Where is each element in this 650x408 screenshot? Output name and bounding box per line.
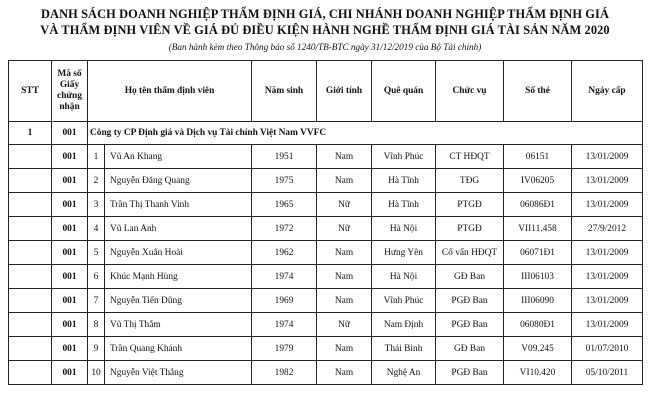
- cell-position: PTGĐ: [436, 217, 504, 241]
- cell-birth-year: 1969: [252, 289, 317, 313]
- cell-ma-so: 001: [52, 169, 88, 193]
- cell-ma-so: 001: [52, 193, 88, 217]
- table-row: [9, 145, 643, 169]
- company-stt: 1: [9, 122, 52, 145]
- table-row: [9, 265, 643, 289]
- cell-gender: Nam: [317, 337, 372, 361]
- cell-card-number: V09.245: [504, 337, 572, 361]
- cell-issue-date: 01/07/2010: [572, 337, 643, 361]
- cell-no: 10: [88, 361, 105, 385]
- cell-ma-so: 001: [52, 361, 88, 385]
- cell-name: Khúc Mạnh Hùng: [105, 265, 252, 289]
- cell-hometown: Nghệ An: [372, 361, 436, 385]
- cell-birth-year: 1972: [252, 217, 317, 241]
- cell-stt: [9, 193, 52, 217]
- cell-gender: Nam: [317, 289, 372, 313]
- cell-name: Vũ Lan Anh: [105, 217, 252, 241]
- cell-gender: Nữ: [317, 193, 372, 217]
- cell-hometown: Thái Bình: [372, 337, 436, 361]
- cell-issue-date: 05/10/2011: [572, 361, 643, 385]
- cell-birth-year: 1982: [252, 361, 317, 385]
- cell-name: Trần Thị Thanh Vinh: [105, 193, 252, 217]
- cell-card-number: 06080Đ1: [504, 313, 572, 337]
- cell-birth-year: 1974: [252, 265, 317, 289]
- cell-card-number: III06090: [504, 289, 572, 313]
- cell-gender: Nam: [317, 265, 372, 289]
- cell-position: Cố vấn HĐQT: [436, 241, 504, 265]
- cell-name: Nguyễn Xuân Hoài: [105, 241, 252, 265]
- table-row: [9, 361, 643, 385]
- cell-name: Vũ An Khang: [105, 145, 252, 169]
- cell-gender: Nữ: [317, 313, 372, 337]
- company-row: [9, 122, 643, 145]
- cell-card-number: III06103: [504, 265, 572, 289]
- header-stt: STT: [9, 61, 52, 122]
- cell-stt: [9, 337, 52, 361]
- cell-birth-year: 1979: [252, 337, 317, 361]
- cell-stt: [9, 289, 52, 313]
- cell-stt: [9, 361, 52, 385]
- title-line-1: DANH SÁCH DOANH NGHIỆP THẨM ĐỊNH GIÁ, CHI NHÁNH DOANH NGHIỆP THẨM ĐỊNH GIÁ: [40, 7, 609, 21]
- cell-hometown: Hà Nội: [372, 265, 436, 289]
- cell-no: 6: [88, 265, 105, 289]
- cell-no: 5: [88, 241, 105, 265]
- cell-stt: [9, 265, 52, 289]
- cell-issue-date: 13/01/2009: [572, 313, 643, 337]
- cell-issue-date: 13/01/2009: [572, 289, 643, 313]
- cell-name: Trần Quang Khánh: [105, 337, 252, 361]
- cell-stt: [9, 241, 52, 265]
- cell-position: CT HĐQT: [436, 145, 504, 169]
- cell-no: 2: [88, 169, 105, 193]
- table-row: [9, 193, 643, 217]
- cell-birth-year: 1974: [252, 313, 317, 337]
- cell-no: 7: [88, 289, 105, 313]
- cell-hometown: Hà Nội: [372, 217, 436, 241]
- company-name: Công ty CP Định giá và Dịch vụ Tài chính Việt Nam VVFC: [88, 122, 643, 145]
- cell-ma-so: 001: [52, 313, 88, 337]
- table-row: [9, 241, 643, 265]
- cell-issue-date: 27/9/2012: [572, 217, 643, 241]
- cell-stt: [9, 217, 52, 241]
- cell-issue-date: 13/01/2009: [572, 265, 643, 289]
- cell-no: 1: [88, 145, 105, 169]
- cell-stt: [9, 313, 52, 337]
- cell-position: TĐG: [436, 169, 504, 193]
- cell-ma-so: 001: [52, 145, 88, 169]
- table-row: [9, 217, 643, 241]
- cell-card-number: IV06205: [504, 169, 572, 193]
- cell-no: 9: [88, 337, 105, 361]
- header-gioi-tinh: Giới tính: [317, 61, 372, 122]
- cell-stt: [9, 145, 52, 169]
- cell-gender: Nam: [317, 169, 372, 193]
- cell-card-number: 06071Đ1: [504, 241, 572, 265]
- cell-hometown: Vĩnh Phúc: [372, 289, 436, 313]
- cell-birth-year: 1975: [252, 169, 317, 193]
- table-row: [9, 313, 643, 337]
- cell-issue-date: 13/01/2009: [572, 241, 643, 265]
- cell-issue-date: 13/01/2009: [572, 193, 643, 217]
- header-ho-ten: Họ tên thẩm định viên: [88, 61, 252, 122]
- cell-position: PTGĐ: [436, 193, 504, 217]
- cell-stt: [9, 169, 52, 193]
- cell-gender: Nam: [317, 361, 372, 385]
- cell-hometown: Hưng Yên: [372, 241, 436, 265]
- title-line-2: VÀ THẨM ĐỊNH VIÊN VỀ GIÁ ĐỦ ĐIỀU KIỆN HÀNH NGHỀ THẨM ĐỊNH GIÁ TÀI SẢN NĂM 2020: [40, 23, 610, 37]
- cell-ma-so: 001: [52, 241, 88, 265]
- cell-no: 3: [88, 193, 105, 217]
- cell-card-number: VII11.458: [504, 217, 572, 241]
- table-row: [9, 289, 643, 313]
- header-ngay-cap: Ngày cấp: [572, 61, 643, 122]
- cell-hometown: Nam Định: [372, 313, 436, 337]
- document-title: [0, 6, 650, 38]
- cell-hometown: Hà Tĩnh: [372, 169, 436, 193]
- cell-ma-so: 001: [52, 289, 88, 313]
- cell-name: Nguyễn Tiến Dũng: [105, 289, 252, 313]
- header-ma-so: Mã số Giấy chứng nhận: [52, 61, 88, 122]
- cell-gender: Nam: [317, 241, 372, 265]
- cell-position: GĐ Ban: [436, 265, 504, 289]
- cell-position: PGĐ Ban: [436, 313, 504, 337]
- table-row: [9, 169, 643, 193]
- company-ma-so: 001: [52, 122, 88, 145]
- header-so-the: Số thẻ: [504, 61, 572, 122]
- cell-birth-year: 1965: [252, 193, 317, 217]
- cell-gender: Nam: [317, 145, 372, 169]
- table-header-row: [9, 61, 643, 122]
- cell-ma-so: 001: [52, 217, 88, 241]
- header-chuc-vu: Chức vụ: [436, 61, 504, 122]
- cell-birth-year: 1951: [252, 145, 317, 169]
- cell-card-number: 06151: [504, 145, 572, 169]
- cell-name: Nguyễn Đăng Quang: [105, 169, 252, 193]
- header-nam-sinh: Năm sinh: [252, 61, 317, 122]
- cell-birth-year: 1962: [252, 241, 317, 265]
- cell-gender: Nữ: [317, 217, 372, 241]
- cell-name: Vũ Thị Thắm: [105, 313, 252, 337]
- cell-position: PGĐ Ban: [436, 361, 504, 385]
- cell-position: PGĐ Ban: [436, 289, 504, 313]
- document-subtitle: (Ban hành kèm theo Thông báo số 1240/TB-BTC ngày 31/12/2019 của Bộ Tài chính): [168, 42, 482, 52]
- cell-ma-so: 001: [52, 265, 88, 289]
- appraiser-table: [8, 60, 643, 385]
- header-que-quan: Quê quán: [372, 61, 436, 122]
- cell-issue-date: 13/01/2009: [572, 169, 643, 193]
- cell-no: 8: [88, 313, 105, 337]
- cell-hometown: Hà Tĩnh: [372, 193, 436, 217]
- cell-card-number: VI10.420: [504, 361, 572, 385]
- cell-card-number: 06086Đ1: [504, 193, 572, 217]
- cell-issue-date: 13/01/2009: [572, 145, 643, 169]
- cell-no: 4: [88, 217, 105, 241]
- cell-name: Nguyễn Việt Thắng: [105, 361, 252, 385]
- cell-position: GĐ Ban: [436, 337, 504, 361]
- cell-ma-so: 001: [52, 337, 88, 361]
- cell-hometown: Vĩnh Phúc: [372, 145, 436, 169]
- table-row: [9, 337, 643, 361]
